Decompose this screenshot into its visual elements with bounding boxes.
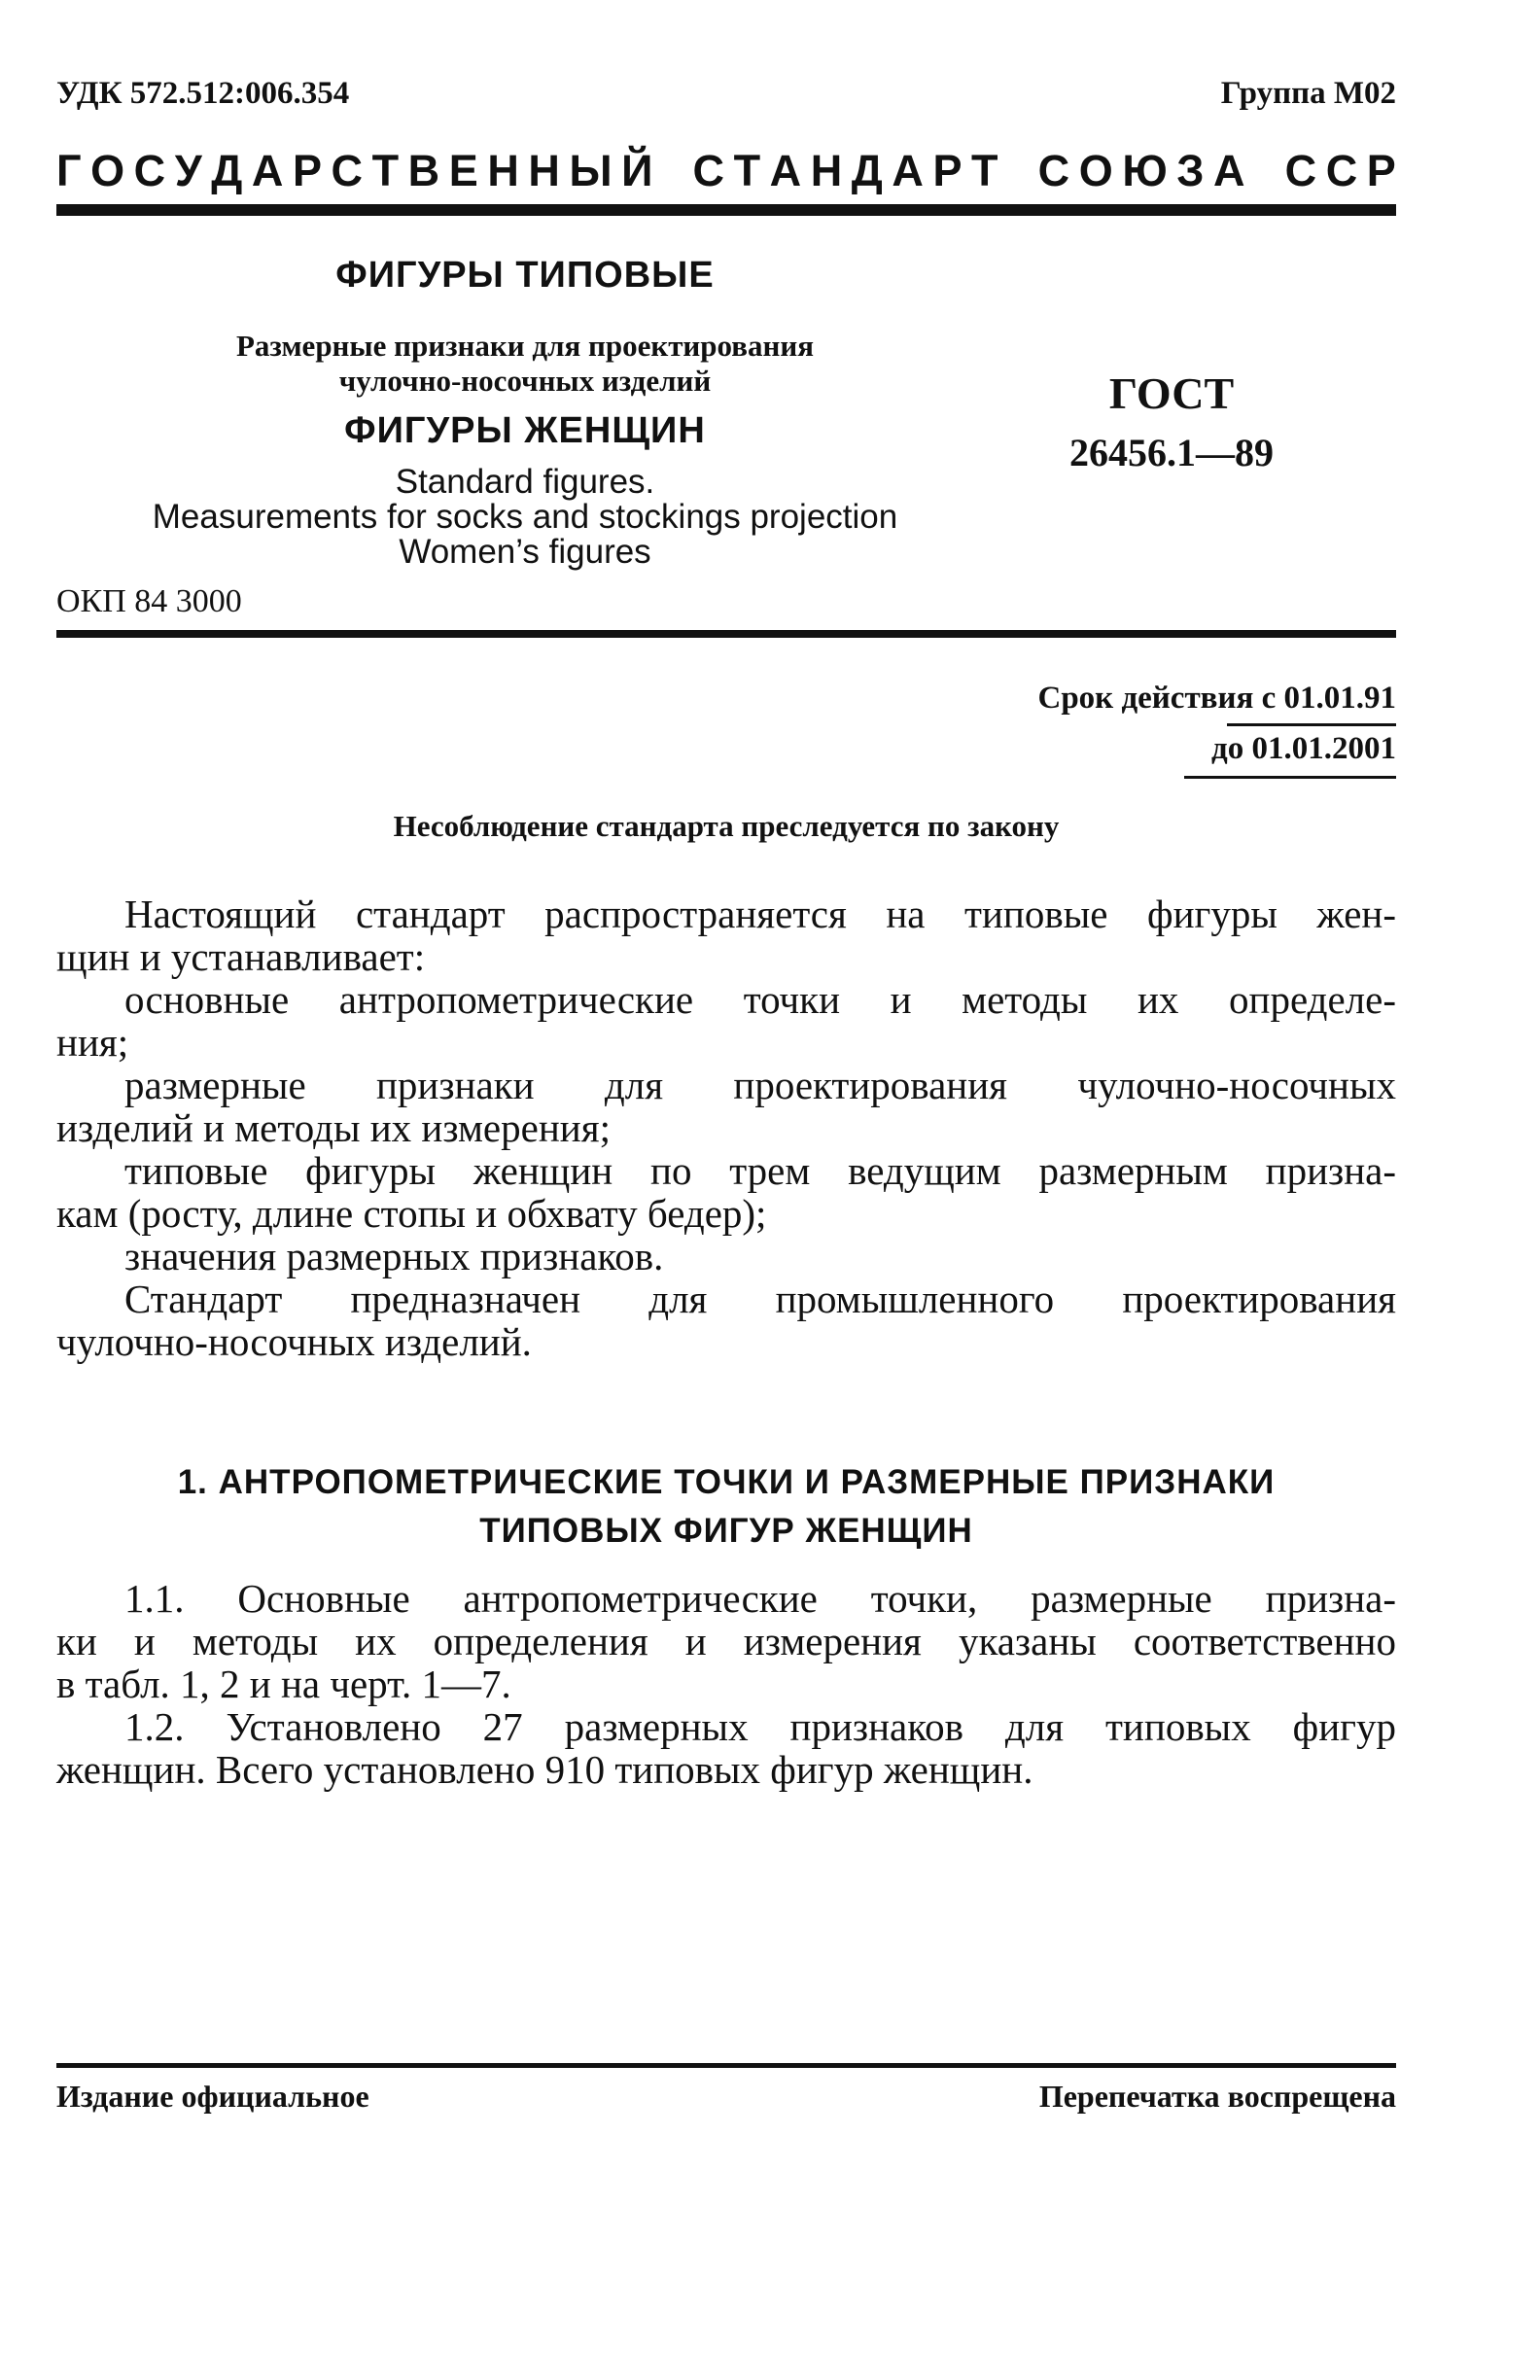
text-line: Стандарт предназначен для промышленного проектирования	[124, 1277, 1396, 1321]
gost-label: ГОСТ	[1108, 368, 1235, 418]
heading-letter: З	[1176, 146, 1205, 195]
gost-number: 26456.1—89	[1069, 431, 1274, 474]
heading-letter: Ы	[569, 146, 612, 195]
heading-letter: А	[1213, 146, 1245, 195]
heading-letter: В	[407, 146, 440, 195]
text-line: типовые фигуры женщин по трем ведущим размерным призна-	[124, 1148, 1396, 1193]
heading-letter: О	[90, 146, 125, 195]
text-line: 1.2. Установлено 27 размерных признаков для типовых фигур	[124, 1704, 1396, 1749]
udk-code: УДК 572.512:006.354	[56, 76, 350, 111]
english-title-line: Measurements for socks and stockings projection	[152, 498, 898, 536]
heading-letter: У	[174, 146, 202, 195]
document-part-title: ФИГУРЫ ЖЕНЩИН	[344, 410, 706, 451]
legal-warning: Несоблюдение стандарта преследуется по закону	[393, 809, 1060, 843]
heading-letter: Ю	[1122, 146, 1168, 195]
heading-space	[1007, 146, 1029, 196]
heading-letter: Н	[528, 146, 560, 195]
section-1-text	[56, 1577, 1396, 1791]
heading-letter: Н	[487, 146, 519, 195]
heading-letter: А	[892, 146, 924, 195]
section-1-title	[56, 1458, 1396, 1556]
heading-letter: С	[1325, 146, 1358, 195]
footer-rule	[56, 2063, 1396, 2068]
text-line: кам (росту, длине стопы и обхвату бедер);	[56, 1191, 767, 1236]
okp-code: ОКП 84 3000	[56, 583, 242, 619]
heading-letter: Т	[733, 146, 761, 195]
text-line: в табл. 1, 2 и на черт. 1—7.	[56, 1662, 511, 1706]
document-subtitle	[88, 329, 962, 399]
heading-letter: С	[331, 146, 364, 195]
document-title: ФИГУРЫ ТИПОВЫЕ	[335, 255, 715, 296]
subtitle-line: Размерные признаки для проектирования	[235, 329, 814, 363]
text-line: 1.1. Основные антропометрические точки, размерные призна-	[124, 1576, 1396, 1621]
text-line: женщин. Всего установлено 910 типовых фигур женщин.	[56, 1747, 1033, 1792]
group-code: Группа М02	[1220, 76, 1396, 111]
text-line: размерные признаки для проектирования чулочно-носочных	[124, 1063, 1396, 1107]
subtitle-line: чулочно-носочных изделий	[338, 364, 712, 398]
heading-letter: Й	[621, 146, 653, 195]
heading-letter: Т	[971, 146, 998, 195]
english-title	[88, 465, 962, 570]
section-title-line: 1. АНТРОПОМЕТРИЧЕСКИЕ ТОЧКИ И РАЗМЕРНЫЕ ПРИЗНАКИ	[177, 1463, 1276, 1501]
heading-letter: А	[769, 146, 802, 195]
heading-letter: С	[1284, 146, 1317, 195]
english-title-line: Standard figures.	[395, 463, 655, 501]
reprint-prohibited-note: Перепечатка воспрещена	[1038, 2079, 1396, 2114]
heading-letter: Г	[56, 146, 82, 195]
state-standard-heading	[56, 146, 1396, 196]
text-line: щин и устанавливает:	[56, 934, 426, 979]
text-line: ния;	[56, 1020, 129, 1065]
heading-letter: Р	[1366, 146, 1396, 195]
text-line: значения размерных признаков.	[124, 1234, 664, 1278]
heading-letter: С	[1037, 146, 1070, 195]
title-block-rule	[56, 630, 1396, 638]
text-line: чулочно-носочных изделий.	[56, 1319, 532, 1364]
validity-overline	[1227, 723, 1396, 726]
heading-letter: Е	[448, 146, 478, 195]
validity-underline	[1184, 776, 1396, 779]
text-line: Настоящий стандарт распространяется на типовые фигуры жен-	[124, 892, 1396, 936]
text-line: основные антропометрические точки и методы их определе-	[124, 977, 1396, 1022]
heading-space	[1254, 146, 1276, 196]
heading-letter: С	[133, 146, 166, 195]
section-title-line: ТИПОВЫХ ФИГУР ЖЕНЩИН	[479, 1512, 973, 1550]
intro-text	[56, 892, 1396, 1363]
heading-letter: А	[251, 146, 284, 195]
validity-from: Срок действия с 01.01.91	[1037, 681, 1396, 716]
official-edition-note: Издание официальное	[56, 2079, 369, 2114]
heading-letter: Д	[851, 146, 883, 195]
text-line: ки и методы их определения и измерения указаны соответственно	[56, 1619, 1396, 1663]
heading-letter: Р	[932, 146, 962, 195]
heading-letter: О	[1078, 146, 1113, 195]
heading-letter: Д	[211, 146, 243, 195]
heading-space	[662, 146, 683, 196]
heading-letter: Р	[292, 146, 322, 195]
heading-letter: С	[692, 146, 725, 195]
validity-to: до 01.01.2001	[1211, 731, 1396, 766]
heading-letter: Т	[371, 146, 400, 195]
header-rule	[56, 204, 1396, 216]
english-title-line: Women’s figures	[399, 533, 651, 571]
heading-letter: Н	[810, 146, 843, 195]
text-line: изделий и методы их измерения;	[56, 1105, 611, 1150]
